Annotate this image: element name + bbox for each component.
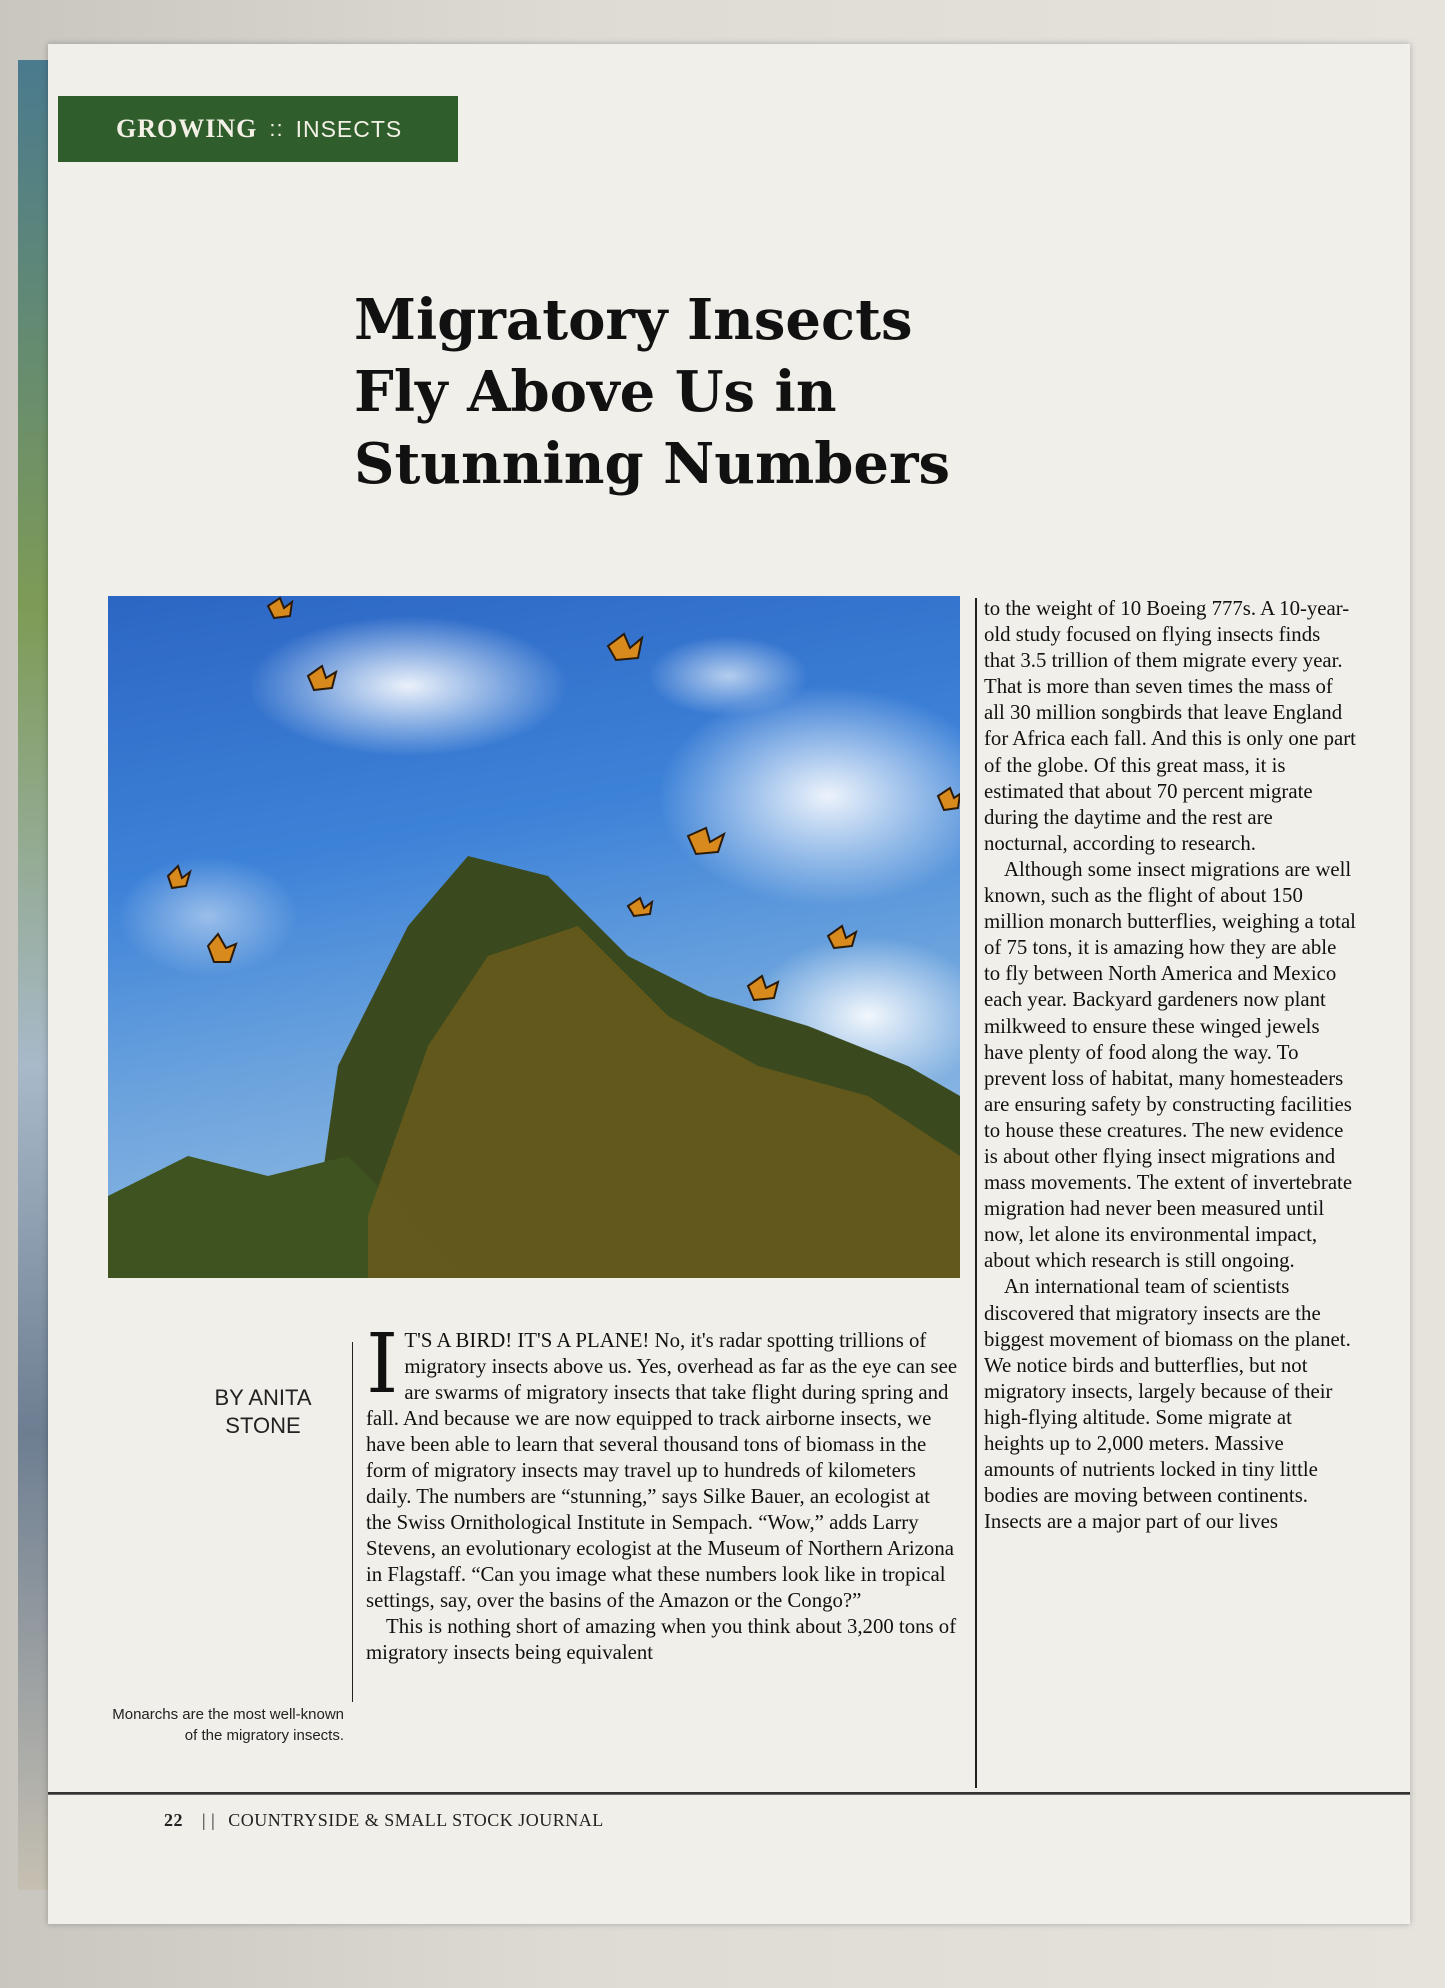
drop-cap: I [366, 1317, 399, 1412]
headline-line-1: Migratory Insects [354, 287, 913, 353]
magazine-page [48, 44, 1410, 1924]
paragraph-5: An international team of scientists discovered that migratory insects are the biggest movement of biomass on the planet. We notice birds and butterflies, but not migratory insects, largely because of their high-flying altitude. Some migrate at heights up to 2,000 meters. Massive amounts of nutrients locked in tiny little bodies are moving between continents. Insects are a major part of our lives [984, 1275, 1351, 1534]
cloud [648, 636, 808, 716]
paragraph-1 [366, 1317, 958, 1614]
monarch-butterflies-photo [108, 596, 960, 1278]
publication-name: COUNTRYSIDE & SMALL STOCK JOURNAL [228, 1810, 604, 1830]
headline-line-2: Fly Above Us in [354, 359, 837, 425]
article-body-right [984, 596, 1356, 1535]
cloud [118, 856, 298, 976]
photo-caption: Monarchs are the most well-known of the migratory insects. [112, 1706, 344, 1744]
page-number: 22 [164, 1810, 183, 1830]
butterfly [608, 634, 642, 660]
section-sub-label: INSECTS [295, 115, 403, 142]
paragraph-2: This is nothing short of amazing when you think about 3,200 tons of migratory insects being equivalent [366, 1615, 957, 1664]
byline-divider [352, 1342, 353, 1702]
butterfly [628, 898, 652, 916]
cloud [248, 616, 568, 756]
footer-separator: | | [202, 1810, 216, 1830]
section-tag [58, 96, 458, 162]
headline-line-3: Stunning Numbers [354, 431, 951, 497]
section-main-label: GROWING [116, 114, 258, 143]
photo-illustration [108, 596, 960, 1278]
section-separator: :: [269, 116, 284, 141]
byline-line-2: STONE [225, 1413, 301, 1438]
article-headline [354, 284, 1114, 500]
paragraph-4: Although some insect migrations are well known, such as the flight of about 150 million monarch butterflies, weighing a total of 75 tons, it is amazing how they are able to fly between North America and Mexico each year. Backyard gardeners now plant milkweed to ensure these winged jewels have plenty of food along the way. To prevent loss of habitat, many homesteaders are ensuring safety by constructing facilities to house these creatures. The new evidence is about other flying insect migrations and mass movements. The extent of invertebrate migration had never been measured until now, let alone its environmental impact, about which research is still ongoing. [984, 857, 1356, 1273]
article-body-left [366, 1317, 958, 1666]
paragraph-1-text: T'S A BIRD! IT'S A PLANE! No, it's radar spotting trillions of migratory insects above us. Yes, overhead as far as the eye can see are swarms of migratory insects that take flight during spring and fall. And because we are now equipped to track airborne insects, we have been able to learn that several thousand tons of biomass in the form of migratory insects may travel up to hundreds of kilometers daily. The numbers are “stunning,” says Silke Bauer, an ecologist at the Swiss Ornithological Institute in Sempach. “Wow,” adds Larry Stevens, an evolutionary ecologist at the Museum of Northern Arizona in Flagstaff. “Can you image what these numbers look like in tropical settings, say, over the basins of the Amazon or the Congo?” [366, 1329, 958, 1612]
paragraph-3: to the weight of 10 Boeing 777s. A 10-year-old study focused on flying insects finds that 3.5 trillion of them migrate every year. That is more than seven times the mass of all 30 million songbirds that leave England for Africa each fall. And this is only one part of the globe. Of this great mass, it is estimated that about 70 percent migrate during the daytime and the rest are nocturnal, according to research. [984, 597, 1356, 855]
byline-line-1: BY ANITA [214, 1385, 312, 1410]
column-divider [975, 598, 977, 1788]
butterfly [828, 926, 856, 948]
page-footer [164, 1810, 604, 1831]
butterfly [268, 598, 292, 618]
byline [188, 1384, 338, 1440]
footer-rule [48, 1792, 1410, 1795]
cloud [658, 686, 960, 906]
